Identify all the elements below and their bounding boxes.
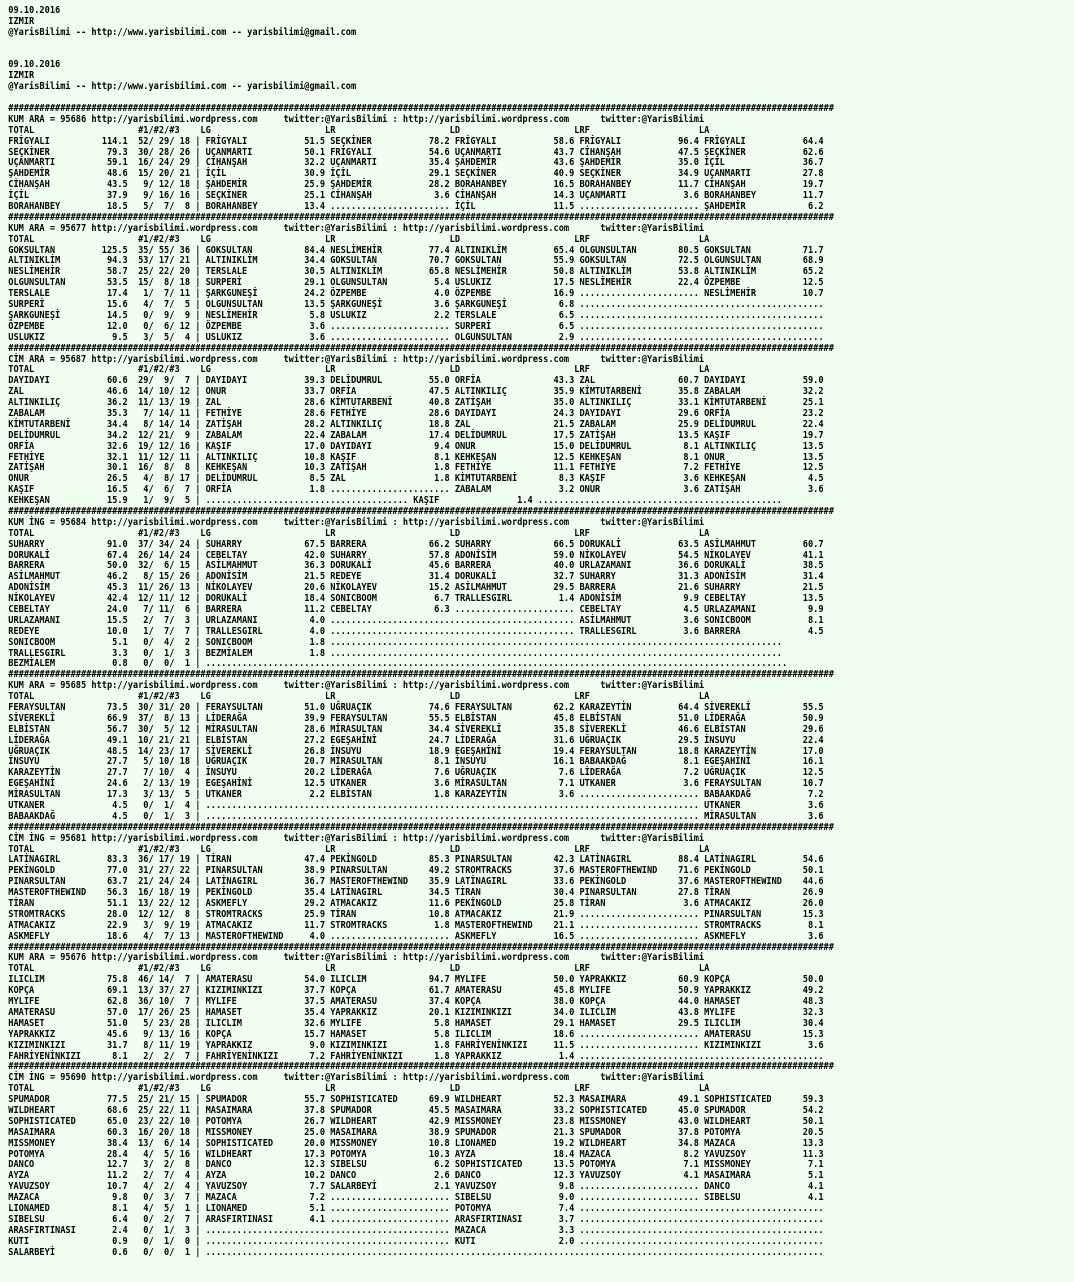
horse-row: FETHİYE 32.1 11/ 12/ 11 | ALTINKILIÇ 10.8 KAŞIF 8.1 KEHKEŞAN 12.5 KEHKEŞAN 8.1 ONUR 13.5 xyxy=(8,451,824,463)
horse-row: FRİGYALI 114.1 52/ 29/ 18 | FRİGYALI 51.5 SEÇKİNER 78.2 FRİGYALI 58.6 FRİGYALI 96.4 FRİGYALI 64.4 xyxy=(8,135,824,147)
horse-row: FAHRİYENİNKIZI 8.1 2/ 2/ 7 | FAHRİYENİNKIZI 7.2 FAHRİYENİNKIZI 1.8 YAPRAKKIZ 1.4 ............................................... xyxy=(8,1050,824,1062)
horse-row: KAŞIF 16.5 4/ 6/ 7 | ORFİA 1.8 ....................... ZABALAM 3.2 ONUR 3.6 ZATİŞAH 3.6 xyxy=(8,484,824,496)
horse-row: REDEYE 10.0 1/ 7/ 7 | TRALLESGIRL 4.0 ............................................... TRALLESGIRL 3.6 BARRERA 4.5 xyxy=(8,625,824,637)
text-line: IZMIR xyxy=(8,15,35,27)
horse-row: KOPÇA 69.1 13/ 37/ 27 | KIZIMINKIZI 37.7 KOPÇA 61.7 AMATERASU 45.8 MYLIFE 50.9 YAPRAKKIZ 49.2 xyxy=(8,985,824,997)
horse-row: DORUKALİ 67.4 26/ 14/ 24 | CEBELTAY 42.0 SUHARRY 57.8 ADONİSİM 59.0 NİKOLAYEV 54.5 NİKOLAYEV 41.1 xyxy=(8,549,824,561)
horse-row: KİMTUTARBENİ 34.4 8/ 14/ 14 | ZATİŞAH 28.2 ALTINKILIÇ 18.8 ZAL 21.5 ZABALAM 25.9 DELİDUMRUL 22.4 xyxy=(8,418,824,430)
horse-row: İÇİL 37.9 9/ 16/ 16 | SEÇKİNER 25.1 CİHANŞAH 3.6 CİHANŞAH 14.3 UÇANMARTI 3.6 BORAHANBEY 11.7 xyxy=(8,190,824,202)
horse-row: KARAZEYTİN 27.7 7/ 10/ 4 | İNSUYU 20.2 LİDERAĞA 7.6 UĞRUAÇIK 7.6 LİDERAĞA 7.2 UĞRUAÇIK 12.5 xyxy=(8,767,824,779)
race-header-line: KUM ARA = 95676 http://yarisbilimi.wordpress.com twitter:@YarisBilimi : http://yarisbilimi.wordpress.com twitter:@YarisBilimi xyxy=(8,952,705,964)
column-header-line: TOTAL #1/#2/#3 LG LR LD LRF LA xyxy=(8,691,710,703)
horse-row: ARASFIRTINASI 2.4 0/ 1/ 3 | ............................................... MAZACA 3.3 ............................................... xyxy=(8,1224,824,1236)
horse-row: SURPERİ 15.6 4/ 7/ 5 | OLGUNSULTAN 13.5 ŞARKGUNEŞİ 3.6 ŞARKGUNEŞİ 6.8 ............................................... xyxy=(8,299,824,311)
horse-row: ELBİSTAN 56.7 30/ 5/ 12 | MİRASULTAN 28.6 MİRASULTAN 34.4 SİVEREKLİ 35.8 SİVEREKLİ 46.6 ELBİSTAN 29.6 xyxy=(8,723,824,735)
horse-row: İNSUYU 27.7 5/ 10/ 18 | UĞRUAÇIK 20.7 MİRASULTAN 8.1 İNSUYU 16.1 BABAAKDAĞ 8.1 EGEŞAHİNİ 16.1 xyxy=(8,756,824,768)
horse-row: ZAL 46.6 14/ 10/ 12 | ONUR 33.7 ORFİA 47.5 ALTINKILIÇ 35.9 KİMTUTARBENİ 35.8 ZABALAM 32.2 xyxy=(8,386,824,398)
horse-row: SIBELSU 6.4 0/ 2/ 7 | ARASFIRTINASI 4.1 ....................... ARASFIRTINASI 3.7 ............................................... xyxy=(8,1213,824,1225)
horse-row: TRALLESGIRL 3.3 0/ 1/ 3 | BEZMİALEM 1.8 ....................................................................................... xyxy=(8,647,782,659)
horse-row: MAZACA 9.8 0/ 3/ 7 | MAZACA 7.2 ....................... SIBELSU 9.0 ....................... SIBELSU 4.1 xyxy=(8,1192,824,1204)
race-header-line: KUM ARA = 95677 http://yarisbilimi.wordpress.com twitter:@YarisBilimi : http://yarisbilimi.wordpress.com twitter:@YarisBilimi xyxy=(8,222,705,234)
horse-row: BABAAKDAĞ 4.5 0/ 1/ 3 | ............................................................................................... MİRASULTAN 3.6 xyxy=(8,810,824,822)
horse-row: ASKMEFLY 18.6 4/ 7/ 13 | MASTEROFTHEWIND 4.0 ....................... ASKMEFLY 16.5 ....................... ASKMEFLY 3.6 xyxy=(8,930,824,942)
horse-row: CİHANŞAH 43.5 9/ 12/ 18 | ŞAHDEMİR 25.9 ŞAHDEMİR 28.2 BORAHANBEY 16.5 BORAHANBEY 11.7 CİHANŞAH 19.7 xyxy=(8,179,824,191)
race-header-line: KUM ARA = 95686 http://yarisbilimi.wordpress.com twitter:@YarisBilimi : http://yarisbilimi.wordpress.com twitter:@YarisBilimi xyxy=(8,113,705,125)
horse-row: ASİLMAHMUT 46.2 8/ 15/ 26 | ADONİSİM 21.5 REDEYE 31.4 DORUKALİ 32.7 SUHARRY 31.3 ADONİSİM 31.4 xyxy=(8,571,824,583)
horse-row: KIZIMINKIZI 31.7 8/ 11/ 19 | YAPRAKKIZ 9.0 KIZIMINKIZI 1.8 FAHRİYENİNKIZI 11.5 ....................... KIZIMINKIZI 3.6 xyxy=(8,1039,824,1051)
horse-row: SONICBOOM 5.1 0/ 4/ 2 | SONICBOOM 1.8 ....................................................................................... xyxy=(8,636,782,648)
horse-row: DAYIDAYI 60.6 29/ 9/ 7 | DAYIDAYI 39.3 DELİDUMRUL 55.0 ORFİA 43.3 ZAL 60.7 DAYIDAYI 59.0 xyxy=(8,375,824,387)
horse-row: SUHARRY 91.0 37/ 34/ 24 | SUHARRY 67.5 BARRERA 66.2 SUHARRY 66.5 DORUKALİ 63.5 ASİLMAHMUT 60.7 xyxy=(8,538,824,550)
horse-row: TERSLALE 17.4 1/ 7/ 11 | ŞARKGUNEŞİ 24.2 ÖZPEMBE 4.0 ÖZPEMBE 16.9 ....................... NESLİMEHİR 10.7 xyxy=(8,288,824,300)
race-header-line: KUM ARA = 95685 http://yarisbilimi.wordpress.com twitter:@YarisBilimi : http://yarisbilimi.wordpress.com twitter:@YarisBilimi xyxy=(8,680,705,692)
separator-line: ############################################################################################################################################################### xyxy=(8,103,834,115)
horse-row: TİRAN 51.1 13/ 22/ 12 | ASKMEFLY 29.2 ATMACAKIZ 11.6 PEKİNGOLD 25.8 TİRAN 3.6 ATMACAKIZ 26.0 xyxy=(8,898,824,910)
horse-row: ILICLIM 75.8 46/ 14/ 7 | AMATERASU 54.0 ILICLIM 94.7 MYLIFE 50.0 YAPRAKKIZ 60.9 KOPÇA 50.0 xyxy=(8,974,824,986)
separator-line: ############################################################################################################################################################### xyxy=(8,941,834,953)
blank-line xyxy=(8,50,988,61)
separator-line: ############################################################################################################################################################### xyxy=(8,669,834,681)
horse-row: LATİNAGIRL 83.3 36/ 17/ 19 | TİRAN 47.4 PEKİNGOLD 85.3 PINARSULTAN 42.3 LATİNAGIRL 88.4 LATİNAGIRL 54.6 xyxy=(8,854,824,866)
horse-row: URLAZAMANI 15.5 2/ 7/ 3 | URLAZAMANI 4.0 ............................................... ASİLMAHMUT 3.6 SONICBOOM 8.1 xyxy=(8,614,824,626)
horse-row: SALARBEYİ 0.6 0/ 0/ 1 | ....................................................................................................................... xyxy=(8,1246,824,1258)
horse-row: SEÇKİNER 79.3 30/ 28/ 26 | UÇANMARTI 50.1 FRİGYALI 54.6 UÇANMARTI 43.7 CİHANŞAH 47.5 SEÇKİNER 62.6 xyxy=(8,146,824,158)
horse-row: ATMACAKIZ 22.9 3/ 9/ 19 | ATMACAKIZ 11.7 STROMTRACKS 1.8 MASTEROFTHEWIND 21.1 ....................... STROMTRACKS 8.1 xyxy=(8,919,824,931)
race-header-line: CİM İNG = 95681 http://yarisbilimi.wordpress.com twitter:@YarisBilimi : http://yarisbilimi.wordpress.com twitter:@YarisBilimi xyxy=(8,832,705,844)
separator-line: ############################################################################################################################################################### xyxy=(8,505,834,517)
horse-row: MASTEROFTHEWIND 56.3 16/ 18/ 19 | PEKİNGOLD 35.4 LATİNAGIRL 34.5 TİRAN 30.4 PINARSULTAN 27.8 TİRAN 26.9 xyxy=(8,887,824,899)
text-line: 09.10.2016 xyxy=(8,59,61,71)
horse-row: MYLIFE 62.8 36/ 10/ 7 | MYLIFE 37.5 AMATERASU 37.4 KOPÇA 38.0 KOPÇA 44.0 HAMASET 48.3 xyxy=(8,996,824,1008)
horse-row: YAVUZSOY 10.7 4/ 2/ 4 | YAVUZSOY 7.7 SALARBEYİ 2.1 YAVUZSOY 9.8 ....................... DANCO 4.1 xyxy=(8,1181,824,1193)
horse-row: ŞAHDEMİR 48.6 15/ 20/ 21 | İÇİL 30.9 İÇİL 29.1 SEÇKİNER 40.9 SEÇKİNER 34.9 UÇANMARTI 27.8 xyxy=(8,168,824,180)
horse-row: AYZA 11.2 2/ 7/ 4 | AYZA 10.2 DANCO 2.6 DANCO 12.3 YAVUZSOY 4.1 MASAIMARA 5.1 xyxy=(8,1170,824,1182)
horse-row: POTOMYA 28.4 4/ 5/ 16 | WILDHEART 17.3 POTOMYA 10.3 AYZA 18.4 MAZACA 8.2 YAVUZSOY 11.3 xyxy=(8,1148,824,1160)
horse-row: PINARSULTAN 63.7 21/ 24/ 24 | LATİNAGIRL 36.7 MASTEROFTHEWIND 35.9 LATİNAGIRL 33.6 PEKİNGOLD 37.6 MASTEROFTHEWIND 44.6 xyxy=(8,876,824,888)
horse-row: UÇANMARTI 59.1 16/ 24/ 29 | CİHANŞAH 32.2 UÇANMARTI 35.4 ŞAHDEMİR 43.6 ŞAHDEMİR 35.0 İÇİL 36.7 xyxy=(8,157,824,169)
horse-row: DANCO 12.7 3/ 2/ 8 | DANCO 12.3 SIBELSU 6.2 SOPHISTICATED 13.5 POTOMYA 7.1 MISSMONEY 7.1 xyxy=(8,1159,824,1171)
horse-row: BARRERA 50.0 32/ 6/ 15 | ASİLMAHMUT 36.3 DORUKALİ 45.6 BARRERA 40.0 URLAZAMANI 36.6 DORUKALİ 38.5 xyxy=(8,560,824,572)
horse-row: AMATERASU 57.0 17/ 26/ 25 | HAMASET 35.4 YAPRAKKIZ 20.1 KIZIMINKIZI 34.0 ILICLIM 43.8 MYLIFE 32.3 xyxy=(8,1006,824,1018)
horse-row: KEHKEŞAN 15.9 1/ 9/ 5 | ....................................... KAŞIF 1.4 ............................................... xyxy=(8,495,782,507)
race-header-line: CİM İNG = 95690 http://yarisbilimi.wordpress.com twitter:@YarisBilimi : http://yarisbilimi.wordpress.com twitter:@YarisBilimi xyxy=(8,1072,705,1084)
separator-line: ############################################################################################################################################################### xyxy=(8,821,834,833)
horse-row: ALTINIKLİM 94.3 53/ 17/ 21 | ALTINIKLİM 34.4 GOKSULTAN 70.7 GOKSULTAN 55.9 GOKSULTAN 72.5 OLGUNSULTAN 68.9 xyxy=(8,255,824,267)
column-header-line: TOTAL #1/#2/#3 LG LR LD LRF LA xyxy=(8,843,710,855)
horse-row: ONUR 26.5 4/ 8/ 17 | DELİDUMRUL 8.5 ZAL 1.8 KİMTUTARBENİ 8.3 KAŞIF 3.6 KEHKEŞAN 4.5 xyxy=(8,473,824,485)
column-header-line: TOTAL #1/#2/#3 LG LR LD LRF LA xyxy=(8,233,710,245)
horse-row: PEKİNGOLD 77.0 31/ 27/ 22 | PINARSULTAN 38.9 PINARSULTAN 49.2 STROMTRACKS 37.6 MASTEROFTHEWIND 71.6 PEKİNGOLD 50.1 xyxy=(8,865,824,877)
horse-row: LİDERAĞA 49.1 10/ 21/ 21 | ELBİSTAN 27.2 EGEŞAHİNİ 24.7 LİDERAĞA 31.6 UĞRUAÇIK 29.5 İNSUYU 22.4 xyxy=(8,734,824,746)
horse-row: MISSMONEY 38.4 13/ 6/ 14 | SOPHISTICATED 20.0 MISSMONEY 10.8 LIONAMED 19.2 WILDHEART 34.8 MAZACA 13.3 xyxy=(8,1137,824,1149)
horse-row: BORAHANBEY 18.5 5/ 7/ 8 | BORAHANBEY 13.4 ....................... İÇİL 11.5 ....................... ŞAHDEMİR 6.2 xyxy=(8,201,824,213)
column-header-line: TOTAL #1/#2/#3 LG LR LD LRF LA xyxy=(8,527,710,539)
horse-row: UTKANER 4.5 0/ 1/ 4 | ............................................................................................... UTKANER 3.6 xyxy=(8,800,824,812)
horse-row: DELİDUMRUL 34.2 12/ 21/ 9 | ZABALAM 22.4 ZABALAM 17.4 DELİDUMRUL 17.5 ZATİŞAH 13.5 KAŞIF 19.7 xyxy=(8,429,824,441)
horse-row: ORFİA 32.6 19/ 12/ 16 | KAŞIF 17.0 DAYIDAYI 9.4 ONUR 15.0 DELİDUMRUL 8.1 ALTINKILIÇ 13.5 xyxy=(8,440,824,452)
separator-line: ############################################################################################################################################################### xyxy=(8,342,834,354)
column-header-line: TOTAL #1/#2/#3 LG LR LD LRF LA xyxy=(8,963,710,975)
separator-line: ############################################################################################################################################################### xyxy=(8,211,834,223)
horse-row: NİKOLAYEV 42.4 12/ 11/ 12 | DORUKALİ 18.4 SONICBOOM 6.7 TRALLESGIRL 1.4 ADONİSİM 9.9 CEBELTAY 13.5 xyxy=(8,593,824,605)
horse-row: FERAYSULTAN 73.5 30/ 31/ 20 | FERAYSULTAN 51.0 UĞRUAÇIK 74.6 FERAYSULTAN 62.2 KARAZEYTİN 64.4 SİVEREKLİ 55.5 xyxy=(8,702,824,713)
horse-row: ŞARKGUNEŞİ 14.5 0/ 9/ 9 | NESLİMEHİR 5.8 USLUKIZ 2.2 TERSLALE 6.5 ............................................... xyxy=(8,309,824,321)
horse-row: WILDHEART 68.6 25/ 22/ 11 | MASAIMARA 37.8 SPUMADOR 45.5 MASAIMARA 33.2 SOPHISTICATED 45.0 SPUMADOR 54.2 xyxy=(8,1104,824,1116)
horse-row: HAMASET 51.0 5/ 23/ 28 | ILICLIM 32.6 MYLIFE 5.8 HAMASET 29.1 HAMASET 29.5 ILICLIM 30.4 xyxy=(8,1017,824,1029)
horse-row: MİRASULTAN 17.3 3/ 13/ 5 | UTKANER 2.2 ELBİSTAN 1.8 KARAZEYTİN 3.6 ....................... BABAAKDAĞ 7.2 xyxy=(8,789,824,801)
horse-row: ADONİSİM 45.3 11/ 26/ 13 | NİKOLAYEV 20.6 NİKOLAYEV 15.2 ASİLMAHMUT 29.5 BARRERA 21.6 SUHARRY 21.5 xyxy=(8,582,824,594)
horse-row: GOKSULTAN 125.5 35/ 55/ 36 | GOKSULTAN 84.4 NESLİMEHİR 77.4 ALTINIKLİM 65.4 OLGUNSULTAN 80.5 GOKSULTAN 71.7 xyxy=(8,244,824,256)
text-line: @YarisBilimi -- http://www.yarisbilimi.com -- yarisbilimi@gmail.com xyxy=(8,81,357,93)
horse-row: KUTI 0.9 0/ 1/ 0 | ............................................... KUTI 2.0 ............................................... xyxy=(8,1235,824,1247)
horse-row: YAPRAKKIZ 45.6 9/ 13/ 16 | KOPÇA 15.7 HAMASET 5.8 ILICLIM 18.6 ....................... AMATERASU 15.3 xyxy=(8,1028,824,1040)
blank-line xyxy=(8,39,988,50)
horse-row: SOPHISTICATED 65.0 23/ 22/ 10 | POTOMYA 26.7 WILDHEART 42.9 MISSMONEY 23.8 MISSMONEY 43.0 WILDHEART 50.1 xyxy=(8,1115,824,1127)
text-line: IZMIR xyxy=(8,70,35,82)
horse-row: SİVEREKLİ 66.9 37/ 8/ 13 | LİDERAĞA 39.9 FERAYSULTAN 55.5 ELBİSTAN 45.8 ELBİSTAN 51.0 LİDERAĞA 50.9 xyxy=(8,712,824,724)
horse-row: CEBELTAY 24.0 7/ 11/ 6 | BARRERA 11.2 CEBELTAY 6.3 ....................... CEBELTAY 4.5 URLAZAMANI 9.9 xyxy=(8,603,824,615)
horse-row: MASAIMARA 60.3 16/ 20/ 18 | MISSMONEY 25.0 MASAIMARA 38.9 SPUMADOR 21.3 SPUMADOR 37.8 POTOMYA 20.5 xyxy=(8,1126,824,1138)
separator-line: ############################################################################################################################################################### xyxy=(8,1061,834,1073)
column-header-line: TOTAL #1/#2/#3 LG LR LD LRF LA xyxy=(8,124,710,136)
column-header-line: TOTAL #1/#2/#3 LG LR LD LRF LA xyxy=(8,364,710,376)
horse-row: STROMTRACKS 28.0 12/ 12/ 8 | STROMTRACKS 25.9 TİRAN 10.8 ATMACAKIZ 21.9 ....................... PINARSULTAN 15.3 xyxy=(8,908,824,920)
horse-row: ZATİŞAH 30.1 16/ 8/ 8 | KEHKEŞAN 10.3 ZATİŞAH 1.8 FETHİYE 11.1 FETHİYE 7.2 FETHİYE 12.5 xyxy=(8,462,824,474)
horse-row: UĞRUAÇIK 48.5 14/ 23/ 17 | SİVEREKLİ 26.8 İNSUYU 18.9 EGEŞAHİNİ 19.4 FERAYSULTAN 18.8 KARAZEYTİN 17.0 xyxy=(8,745,824,757)
horse-row: ALTINKILIÇ 36.2 11/ 13/ 19 | ZAL 28.6 KİMTUTARBENİ 40.8 ZATİŞAH 35.0 ALTINKILIÇ 33.1 KİMTUTARBENİ 25.1 xyxy=(8,397,824,409)
column-header-line: TOTAL #1/#2/#3 LG LR LD LRF LA xyxy=(8,1083,710,1095)
race-header-line: CİM ARA = 95687 http://yarisbilimi.wordpress.com twitter:@YarisBilimi : http://yarisbilimi.wordpress.com twitter:@YarisBilimi xyxy=(8,353,705,365)
horse-row: USLUKIZ 9.5 3/ 5/ 4 | USLUKIZ 3.6 ....................... OLGUNSULTAN 2.9 ............................................... xyxy=(8,331,824,343)
horse-row: SPUMADOR 77.5 25/ 21/ 15 | SPUMADOR 55.7 SOPHISTICATED 69.9 WILDHEART 52.3 MASAIMARA 49.1 SOPHISTICATED 59.3 xyxy=(8,1094,824,1106)
text-line: 09.10.2016 xyxy=(8,5,61,16)
horse-row: OLGUNSULTAN 53.5 15/ 8/ 18 | SURPERİ 29.1 OLGUNSULTAN 5.4 USLUKIZ 17.5 NESLİMEHİR 22.4 ÖZPEMBE 12.5 xyxy=(8,277,824,289)
horse-row: ÖZPEMBE 12.0 0/ 6/ 12 | ÖZPEMBE 3.6 ....................... SURPERİ 6.5 ............................................... xyxy=(8,320,824,332)
race-header-line: KUM İNG = 95684 http://yarisbilimi.wordpress.com twitter:@YarisBilimi : http://yarisbilimi.wordpress.com twitter:@YarisBilimi xyxy=(8,516,705,528)
horse-row: NESLİMEHİR 58.7 25/ 22/ 20 | TERSLALE 30.5 ALTINIKLİM 65.8 NESLİMEHİR 50.8 ALTINIKLİM 53.8 ALTINIKLİM 65.2 xyxy=(8,266,824,278)
horse-row: LIONAMED 8.1 4/ 5/ 1 | LIONAMED 5.1 ....................... POTOMYA 7.4 ............................................... xyxy=(8,1202,824,1214)
horse-row: BEZMİALEM 0.8 0/ 0/ 1 | ................................................................................................................ xyxy=(8,658,788,670)
horse-row: EGEŞAHİNİ 24.6 2/ 13/ 19 | EGEŞAHİNİ 12.5 UTKANER 3.6 MİRASULTAN 7.1 UTKANER 3.6 FERAYSULTAN 10.7 xyxy=(8,778,824,790)
text-line: @YarisBilimi -- http://www.yarisbilimi.com -- yarisbilimi@gmail.com xyxy=(8,26,357,38)
horse-row: ZABALAM 35.3 7/ 14/ 11 | FETHİYE 28.6 FETHİYE 28.6 DAYIDAYI 24.3 DAYIDAYI 29.6 ORFİA 23.2 xyxy=(8,407,824,419)
